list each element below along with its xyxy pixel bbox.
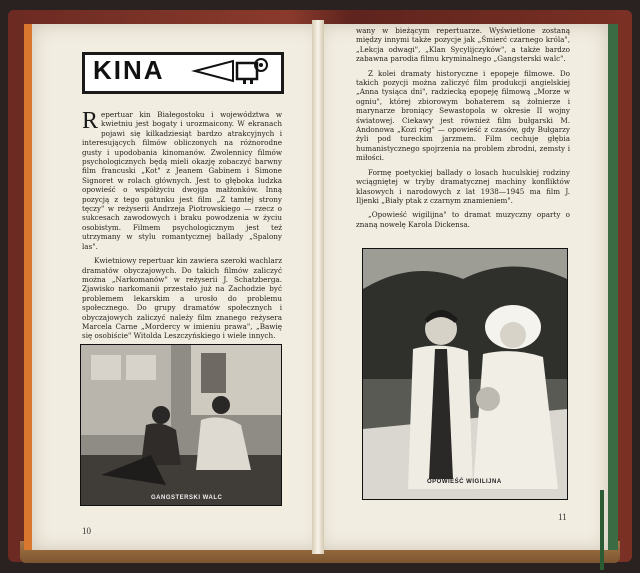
paragraph: Repertuar kin Białegostoku i województwa w kwietniu jest bogaty i urozmaicony. W ekranach pojawi się kilkadziesiąt bardzo atrakcyjnych i interesujących filmów obliczonych na różnorodne gusty i upodobania kinomanów. Zwolennicy filmów psychologicznych będą mieli okazję zobaczyć barwny film francuski „Kot" z Jeanem Gabinem i Simone Signoret w rolach głównych. Jest to głęboka ludzka opowieść o współżyciu dwojga małżonków. Inną pozycją z tego gatunku jest film „Z tamtej strony tęczy" w reżyserii Andrzeja Piotrowskiego — rzecz o sukcesach zawodowych i braku powodzenia w życiu osobistym. Filmem psychologicznym jest też utrzymany w stylu romantycznej ballady „Spalony las". (82, 108, 282, 251)
paragraph: wany w bieżącym repertuarze. Wyświetlone zostaną między innymi także pozycje jak „Śmierć czarnego króla", „Lekcja odwagi", „Klan Sycylijczyków", a także bardzo zabawna parodia filmu kryminalnego „Gangsterski walc". (356, 26, 570, 64)
left-article-text (82, 110, 282, 352)
film-still-photo (362, 248, 568, 500)
paragraph: Formę poetyckiej ballady o losach huculskiej rodziny wciągniętej w tryby dramatycznej machiny konfliktów klasowych i narodowych z lat 1938—1945 ma film J. Iljenki „Biały ptak z czarnym znamieniem". (356, 167, 570, 205)
drop-cap: R (82, 108, 99, 134)
section-heading-box (82, 52, 284, 94)
page-number-left: 10 (82, 526, 91, 536)
film-still-photo (80, 344, 282, 506)
photo-caption: GANGSTERSKI WALC (151, 495, 223, 501)
film-projector-icon (193, 57, 273, 85)
paragraph: Kwietniowy repertuar kin zawiera szeroki wachlarz dramatów obyczajowych. Do takich filmów zaliczyć można „Narkomanów" w reżyserii J. Schatzberga. Zjawisko narkomanii przestało już na Zachodzie być problemem lekarskim a urosło do problemu społecznego. Do grupy dramatów społecznych i obyczajowych zaliczyć należy film znanego reżysera Marcela Carne „Mordercy w imieniu prawa", „Bawię się osobiście" Witolda Leszczyńskiego i wiele innych. (82, 256, 282, 341)
page-edge-marker (24, 24, 32, 550)
book-gutter (312, 20, 324, 554)
ribbon-bookmark[interactable] (600, 490, 604, 570)
right-article-text (356, 26, 570, 258)
page-number-right: 11 (558, 512, 567, 522)
photo-caption: OPOWIEŚĆ WIGILIJNA (427, 479, 502, 485)
section-heading: KINA (93, 55, 165, 85)
paragraph: „Opowieść wigilijna" to dramat muzyczny oparty o znaną nowelę Karola Dickensa. (356, 210, 570, 229)
paragraph: Z kolei dramaty historyczne i epopeje filmowe. Do takich pozycji można zaliczyć film produkcji angielskiej „Anna tysiąca dni", radziecką epopeję filmową „Morze w ogniu", której zbiorowym bohaterem są żołnierze i marynarze broniący Sewastopola w okresie II wojny światowej. Ciekawy jest również film bułgarski M. Andonowa „Kozi róg" — opowieść z czasów, gdy Bułgarzy żyli pod tureckim jarzmem. Film cechuje głębia humanistycznego spojrzenia na problem zbrodni, zemsty i miłości. (356, 68, 570, 163)
